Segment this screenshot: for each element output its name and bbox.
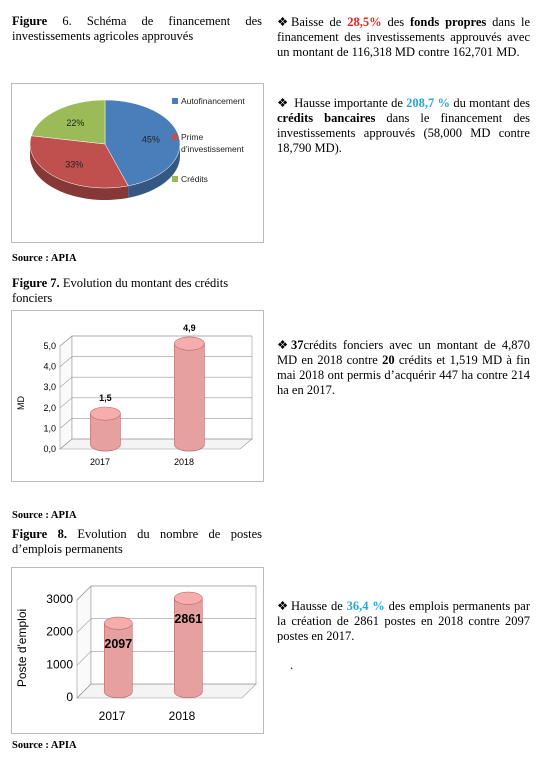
y-axis-label: MD (16, 396, 26, 410)
figure7-title (12, 276, 257, 306)
y-tick-label: 0 (66, 690, 73, 704)
x-tick-label: 2017 (89, 457, 111, 467)
b3-strong2: 20 (382, 353, 395, 367)
bar-value-label-1: 2861 (174, 612, 203, 627)
diamond-bullet-icon: ❖ (277, 96, 289, 110)
b2-highlight: 208,7 % (406, 96, 451, 110)
b3-strong1: 37 (291, 338, 304, 352)
pie-group (30, 100, 180, 200)
b3-t1: crédits fonciers avec un montant de 4,870 MD en 2018 contre (277, 338, 530, 367)
legend-label-0: Autofinancement (181, 96, 245, 106)
legend-label-1: Prime (181, 132, 204, 142)
y-tick-label: 1000 (46, 657, 73, 672)
pie-chart-box (11, 83, 264, 243)
jobs-chart-box (11, 567, 264, 734)
x-tick-label: 2017 (98, 709, 126, 723)
side-wall (60, 336, 72, 449)
bullet-credits-bancaires (277, 96, 530, 156)
b3-t2: crédits et 1,519 MD à fin mai 2018 ont permis d’acquérir 447 ha contre 214 ha en 2017. (277, 353, 531, 397)
y-tick-label: 3000 (46, 592, 73, 606)
bullet-emplois (277, 599, 530, 644)
y-axis-label: Poste d'emploi (15, 608, 29, 688)
figure6-label: Figure (12, 14, 48, 28)
diamond-bullet-icon: ❖ (277, 599, 289, 613)
figure6-num: 6 (62, 14, 69, 28)
figure6-text: . Schéma de financement des investissements agricoles approuvés (12, 14, 262, 43)
y-tick-label: 2,0 (43, 402, 56, 413)
b1-post: dans le financement des investissements approuvés avec un montant de 116,318 MD contre 162,701 MD. (277, 15, 530, 59)
pie-label-2: 22% (66, 117, 85, 128)
pie-legend (172, 96, 245, 184)
y-tick-label: 2000 (46, 624, 73, 639)
y-tick-label: 5,0 (43, 341, 56, 351)
b2-mid: du montant des (450, 96, 530, 110)
y-tick-label: 0,0 (43, 444, 56, 454)
pie-label-0: 45% (141, 134, 160, 145)
bar-1 (174, 344, 204, 452)
bar-value-label-0: 1,5 (99, 393, 112, 403)
b4-highlight: 36,4 % (346, 599, 385, 613)
b2-strong: crédits bancaires (277, 111, 376, 125)
legend-swatch-0 (172, 98, 178, 104)
pie-chart (12, 84, 263, 242)
jobs-bar-chart (12, 568, 263, 733)
b4-post: des emplois permanents par la création de 2861 postes en 2018 contre 2097 postes en 2017. (277, 599, 531, 643)
credits-bar-chart (12, 311, 263, 481)
b1-pre: Baisse de (291, 15, 348, 29)
b4-pre: Hausse de (291, 599, 347, 613)
figure8-text: Evolution du nombre de postes d’emplois permanents (12, 527, 263, 556)
side-wall (77, 586, 91, 698)
bullet-fonds-propres (277, 15, 530, 60)
y-tick-label: 1,0 (43, 423, 56, 434)
bar-top-1 (174, 337, 204, 350)
legend-label-1: d’investissement (181, 144, 244, 154)
b2-pre: Hausse importante de (291, 96, 407, 110)
trailing-dot: . (290, 658, 294, 672)
b1-mid: des (381, 15, 411, 29)
bar-top-0 (104, 617, 132, 629)
figure8-source: Source : APIA (12, 740, 77, 751)
diamond-bullet-icon: ❖ (277, 15, 289, 29)
y-tick-label: 4,0 (43, 361, 56, 372)
figure7-source: Source : APIA (12, 510, 77, 521)
figure8-title (12, 527, 262, 557)
pie-label-1: 33% (65, 159, 84, 170)
diamond-bullet-icon: ❖ (277, 338, 289, 352)
bar-0 (104, 623, 132, 698)
legend-swatch-2 (172, 176, 178, 182)
figure6-source: Source : APIA (12, 253, 77, 264)
legend-swatch-1 (172, 134, 178, 140)
bar-top-0 (90, 407, 120, 420)
figure7-text: Evolution du montant des crédits fonciers (12, 276, 229, 305)
y-tick-label: 3,0 (43, 382, 56, 393)
b1-highlight: 28,5% (347, 15, 382, 29)
bar-top-1 (174, 592, 202, 604)
bar-value-label-1: 4,9 (183, 322, 196, 333)
b2-post: dans le financement des investissements approuvés (58,000 MD contre 18,790 MD). (277, 111, 530, 155)
x-tick-label: 2018 (173, 457, 195, 467)
floor (77, 684, 256, 698)
figure8-label: Figure 8. (12, 527, 67, 541)
bullet-credits-fonciers (277, 338, 530, 398)
figure7-label: Figure 7. (12, 276, 60, 290)
credits-chart-box (11, 310, 264, 482)
figure6-title (12, 14, 262, 44)
b1-strong: fonds propres (410, 15, 487, 29)
bar-value-label-0: 2097 (104, 637, 133, 652)
legend-label-2: Crédits (181, 174, 208, 184)
floor (60, 439, 252, 449)
x-tick-label: 2018 (168, 709, 196, 723)
